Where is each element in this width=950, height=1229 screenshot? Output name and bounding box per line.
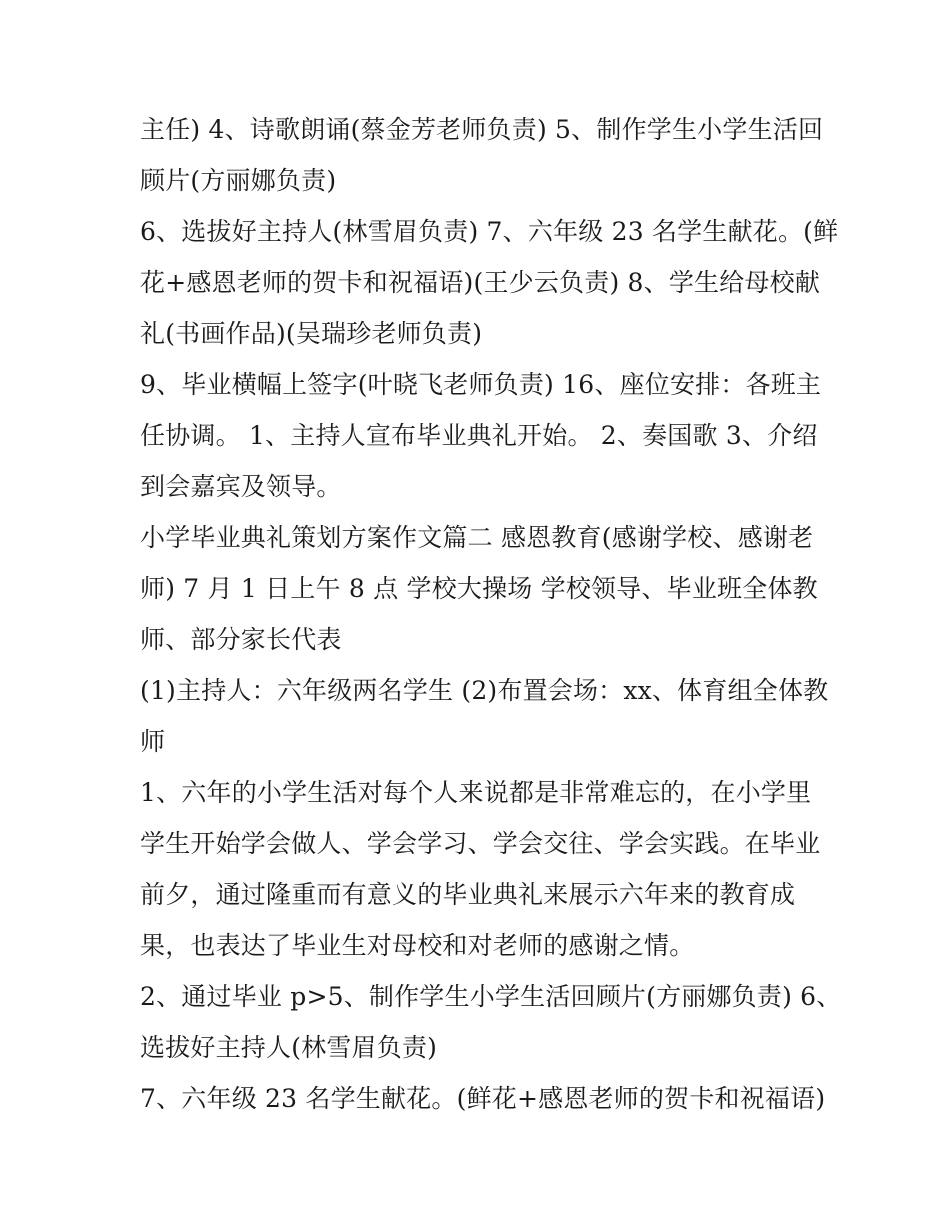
text-line: 前夕，通过隆重而有意义的毕业典礼来展示六年来的教育成	[140, 880, 796, 909]
text-line: (1)主持人：六年级两名学生 (2)布置会场：xx、体育组全体教	[140, 676, 829, 705]
text-line: 1、六年的小学生活对每个人来说都是非常难忘的，在小学里	[140, 778, 812, 807]
paragraph-5	[140, 665, 829, 767]
paragraph-3	[140, 359, 820, 512]
text-line: 选拔好主持人(林雪眉负责)	[140, 1033, 438, 1062]
paragraph-7	[140, 971, 842, 1073]
paragraph-2	[140, 206, 839, 359]
text-line: 6、选拔好主持人(林雪眉负责) 7、六年级 23 名学生献花。(鲜	[140, 217, 839, 246]
text-line: 到会嘉宾及领导。	[140, 472, 342, 501]
text-line: 师、部分家长代表	[140, 625, 342, 654]
text-line: 师	[140, 727, 166, 756]
paragraph-6	[140, 767, 820, 971]
text-line: 师) 7 月 1 日上午 8 点 学校大操场 学校领导、毕业班全体教	[140, 574, 818, 603]
paragraph-8	[140, 1073, 826, 1124]
text-line: 小学毕业典礼策划方案作文篇二 感恩教育(感谢学校、感谢老	[140, 523, 814, 552]
text-line: 2、通过毕业 p>5、制作学生小学生活回顾片(方丽娜负责) 6、	[140, 982, 842, 1011]
document-body	[140, 104, 842, 1124]
text-line: 花+感恩老师的贺卡和祝福语)(王少云负责) 8、学生给母校献	[140, 268, 821, 297]
text-line: 学生开始学会做人、学会学习、学会交往、学会实践。在毕业	[140, 829, 821, 858]
text-line: 果，也表达了毕业生对母校和对老师的感谢之情。	[140, 931, 695, 960]
text-line: 顾片(方丽娜负责)	[140, 166, 337, 195]
text-line: 9、毕业横幅上签字(叶晓飞老师负责) 16、座位安排：各班主	[140, 370, 822, 399]
text-line: 主任) 4、诗歌朗诵(蔡金芳老师负责) 5、制作学生小学生活回	[140, 115, 824, 144]
text-line: 任协调。 1、主持人宣布毕业典礼开始。 2、奏国歌 3、介绍	[140, 421, 818, 450]
paragraph-4	[140, 512, 820, 665]
text-line: 礼(书画作品)(吴瑞珍老师负责)	[140, 319, 483, 348]
text-line: 7、六年级 23 名学生献花。(鲜花+感恩老师的贺卡和祝福语)	[140, 1084, 826, 1113]
paragraph-1	[140, 104, 824, 206]
